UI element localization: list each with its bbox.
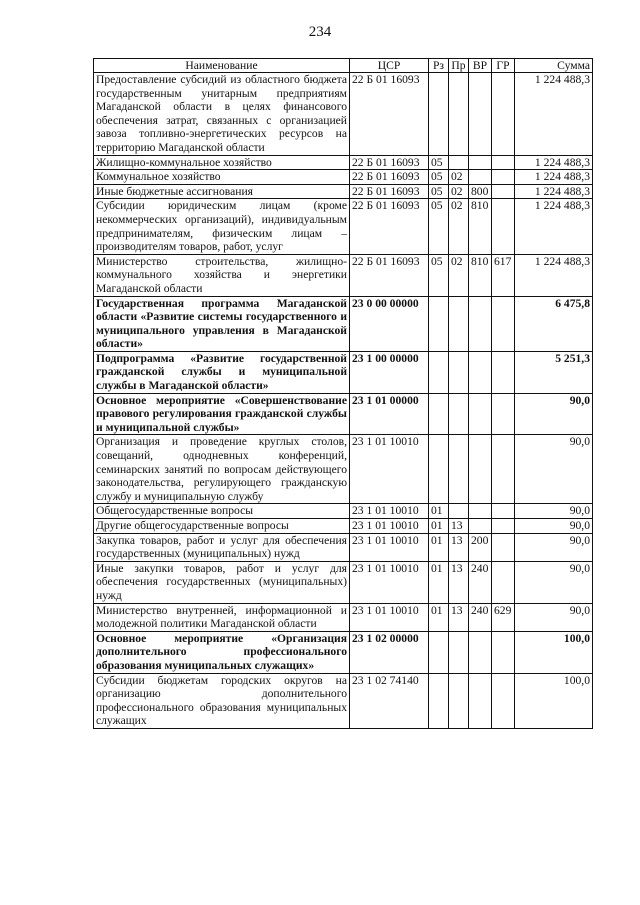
cell-vr [469, 519, 492, 534]
cell-sum: 90,0 [515, 504, 593, 519]
cell-gr [492, 519, 515, 534]
cell-vr [469, 296, 492, 351]
cell-csr: 23 1 01 00000 [350, 393, 429, 435]
table-row [94, 435, 593, 504]
cell-csr: 23 1 02 74140 [350, 673, 429, 728]
cell-name: Организация и проведение круглых столов, совещаний, однодневных конференций, семинарских занятий по вопросам действующего законодательства, регулирующего гражданскую службу и муниципальную службу [94, 435, 350, 504]
cell-sum: 1 224 488,3 [515, 184, 593, 199]
cell-pr [449, 73, 469, 156]
cell-gr [492, 170, 515, 185]
cell-rz [429, 351, 449, 393]
cell-gr [492, 561, 515, 603]
cell-name: Основное мероприятие «Совершенствование правового регулирования гражданской службы и муниципальной службы» [94, 393, 350, 435]
cell-name: Общегосударственные вопросы [94, 504, 350, 519]
cell-csr: 23 1 01 10010 [350, 533, 429, 561]
cell-csr: 22 Б 01 16093 [350, 254, 429, 296]
cell-sum: 6 475,8 [515, 296, 593, 351]
cell-gr [492, 155, 515, 170]
cell-csr: 22 Б 01 16093 [350, 170, 429, 185]
table-row [94, 184, 593, 199]
cell-pr [449, 435, 469, 504]
cell-csr: 23 0 00 00000 [350, 296, 429, 351]
cell-csr: 23 1 01 10010 [350, 561, 429, 603]
cell-rz: 05 [429, 170, 449, 185]
cell-name: Основное мероприятие «Организация дополнительного профессионального образования муниципальных служащих» [94, 631, 350, 673]
cell-vr [469, 673, 492, 728]
table-row [94, 561, 593, 603]
cell-csr: 23 1 01 10010 [350, 603, 429, 631]
cell-sum: 90,0 [515, 435, 593, 504]
cell-pr: 02 [449, 254, 469, 296]
cell-pr [449, 504, 469, 519]
cell-rz: 01 [429, 519, 449, 534]
cell-rz: 01 [429, 533, 449, 561]
cell-gr [492, 673, 515, 728]
header-gr: ГР [492, 59, 515, 73]
cell-sum: 90,0 [515, 561, 593, 603]
cell-sum: 90,0 [515, 393, 593, 435]
cell-vr [469, 435, 492, 504]
table-row [94, 673, 593, 728]
table-row [94, 351, 593, 393]
cell-pr [449, 296, 469, 351]
cell-pr: 02 [449, 199, 469, 254]
cell-rz: 05 [429, 184, 449, 199]
cell-sum: 5 251,3 [515, 351, 593, 393]
cell-name: Государственная программа Магаданской области «Развитие системы государственного и муниципального управления в Магаданской области» [94, 296, 350, 351]
cell-csr: 22 Б 01 16093 [350, 73, 429, 156]
cell-sum: 1 224 488,3 [515, 254, 593, 296]
cell-rz [429, 73, 449, 156]
cell-gr: 617 [492, 254, 515, 296]
cell-gr: 629 [492, 603, 515, 631]
header-vr: ВР [469, 59, 492, 73]
table-row [94, 155, 593, 170]
cell-gr [492, 199, 515, 254]
table-row [94, 631, 593, 673]
cell-vr [469, 393, 492, 435]
page-number: 234 [308, 24, 332, 40]
table-row [94, 504, 593, 519]
table-row [94, 254, 593, 296]
cell-name: Жилищно-коммунальное хозяйство [94, 155, 350, 170]
cell-vr [469, 73, 492, 156]
cell-name: Подпрограмма «Развитие государственной гражданской службы и муниципальной службы в Магаданской области» [94, 351, 350, 393]
cell-name: Предоставление субсидий из областного бюджета государственным унитарным предприятиям Магаданской области в целях финансового обеспечения затрат, связанных с организацией завоза топливно-энергетических ресурсов на территорию Магаданской области [94, 73, 350, 156]
cell-gr [492, 296, 515, 351]
cell-rz: 01 [429, 603, 449, 631]
cell-pr: 13 [449, 603, 469, 631]
cell-rz [429, 393, 449, 435]
cell-pr: 02 [449, 184, 469, 199]
cell-sum: 90,0 [515, 533, 593, 561]
table-header-row [94, 59, 593, 73]
cell-name: Министерство внутренней, информационной и молодежной политики Магаданской области [94, 603, 350, 631]
table-row [94, 603, 593, 631]
cell-sum: 1 224 488,3 [515, 73, 593, 156]
cell-gr [492, 435, 515, 504]
cell-vr [469, 504, 492, 519]
header-csr: ЦСР [350, 59, 429, 73]
cell-sum: 100,0 [515, 631, 593, 673]
cell-gr [492, 504, 515, 519]
cell-gr [492, 631, 515, 673]
cell-rz: 01 [429, 561, 449, 603]
cell-csr: 23 1 01 10010 [350, 519, 429, 534]
table-row [94, 533, 593, 561]
cell-csr: 23 1 00 00000 [350, 351, 429, 393]
cell-name: Иные бюджетные ассигнования [94, 184, 350, 199]
cell-pr [449, 155, 469, 170]
cell-csr: 22 Б 01 16093 [350, 184, 429, 199]
table-row [94, 393, 593, 435]
cell-pr [449, 631, 469, 673]
cell-sum: 1 224 488,3 [515, 155, 593, 170]
cell-rz: 01 [429, 504, 449, 519]
cell-vr: 240 [469, 603, 492, 631]
cell-gr [492, 533, 515, 561]
cell-sum: 1 224 488,3 [515, 199, 593, 254]
cell-csr: 22 Б 01 16093 [350, 155, 429, 170]
cell-csr: 23 1 02 00000 [350, 631, 429, 673]
cell-name: Закупка товаров, работ и услуг для обеспечения государственных (муниципальных) нужд [94, 533, 350, 561]
cell-name: Министерство строительства, жилищно-коммунального хозяйства и энергетики Магаданской области [94, 254, 350, 296]
cell-pr: 13 [449, 533, 469, 561]
cell-pr [449, 393, 469, 435]
cell-sum: 100,0 [515, 673, 593, 728]
table-row [94, 170, 593, 185]
header-name: Наименование [94, 59, 350, 73]
cell-rz: 05 [429, 254, 449, 296]
header-sum: Сумма [515, 59, 593, 73]
cell-name: Субсидии юридическим лицам (кроме некоммерческих организаций), индивидуальным предпринимателям, физическим лицам – производителям товаров, работ, услуг [94, 199, 350, 254]
cell-sum: 90,0 [515, 519, 593, 534]
cell-rz: 05 [429, 155, 449, 170]
cell-gr [492, 73, 515, 156]
cell-name: Другие общегосударственные вопросы [94, 519, 350, 534]
cell-rz [429, 296, 449, 351]
cell-vr: 810 [469, 254, 492, 296]
cell-name: Иные закупки товаров, работ и услуг для обеспечения государственных (муниципальных) нужд [94, 561, 350, 603]
table-body [94, 73, 593, 729]
cell-rz [429, 435, 449, 504]
table-row [94, 519, 593, 534]
cell-rz [429, 631, 449, 673]
cell-vr [469, 631, 492, 673]
cell-csr: 22 Б 01 16093 [350, 199, 429, 254]
cell-csr: 23 1 01 10010 [350, 504, 429, 519]
table-row [94, 73, 593, 156]
cell-csr: 23 1 01 10010 [350, 435, 429, 504]
cell-gr [492, 351, 515, 393]
cell-pr: 13 [449, 519, 469, 534]
cell-vr [469, 170, 492, 185]
cell-pr: 02 [449, 170, 469, 185]
cell-gr [492, 184, 515, 199]
table-row [94, 199, 593, 254]
budget-table [93, 58, 593, 729]
cell-vr [469, 351, 492, 393]
cell-pr [449, 673, 469, 728]
cell-vr: 200 [469, 533, 492, 561]
cell-name: Коммунальное хозяйство [94, 170, 350, 185]
cell-vr [469, 155, 492, 170]
cell-rz [429, 673, 449, 728]
cell-vr: 240 [469, 561, 492, 603]
cell-name: Субсидии бюджетам городских округов на организацию дополнительного профессионального образования муниципальных служащих [94, 673, 350, 728]
cell-sum: 90,0 [515, 603, 593, 631]
cell-vr: 810 [469, 199, 492, 254]
cell-rz: 05 [429, 199, 449, 254]
cell-sum: 1 224 488,3 [515, 170, 593, 185]
cell-pr [449, 351, 469, 393]
cell-gr [492, 393, 515, 435]
cell-pr: 13 [449, 561, 469, 603]
table-row [94, 296, 593, 351]
header-pr: Пр [449, 59, 469, 73]
header-rz: Рз [429, 59, 449, 73]
cell-vr: 800 [469, 184, 492, 199]
